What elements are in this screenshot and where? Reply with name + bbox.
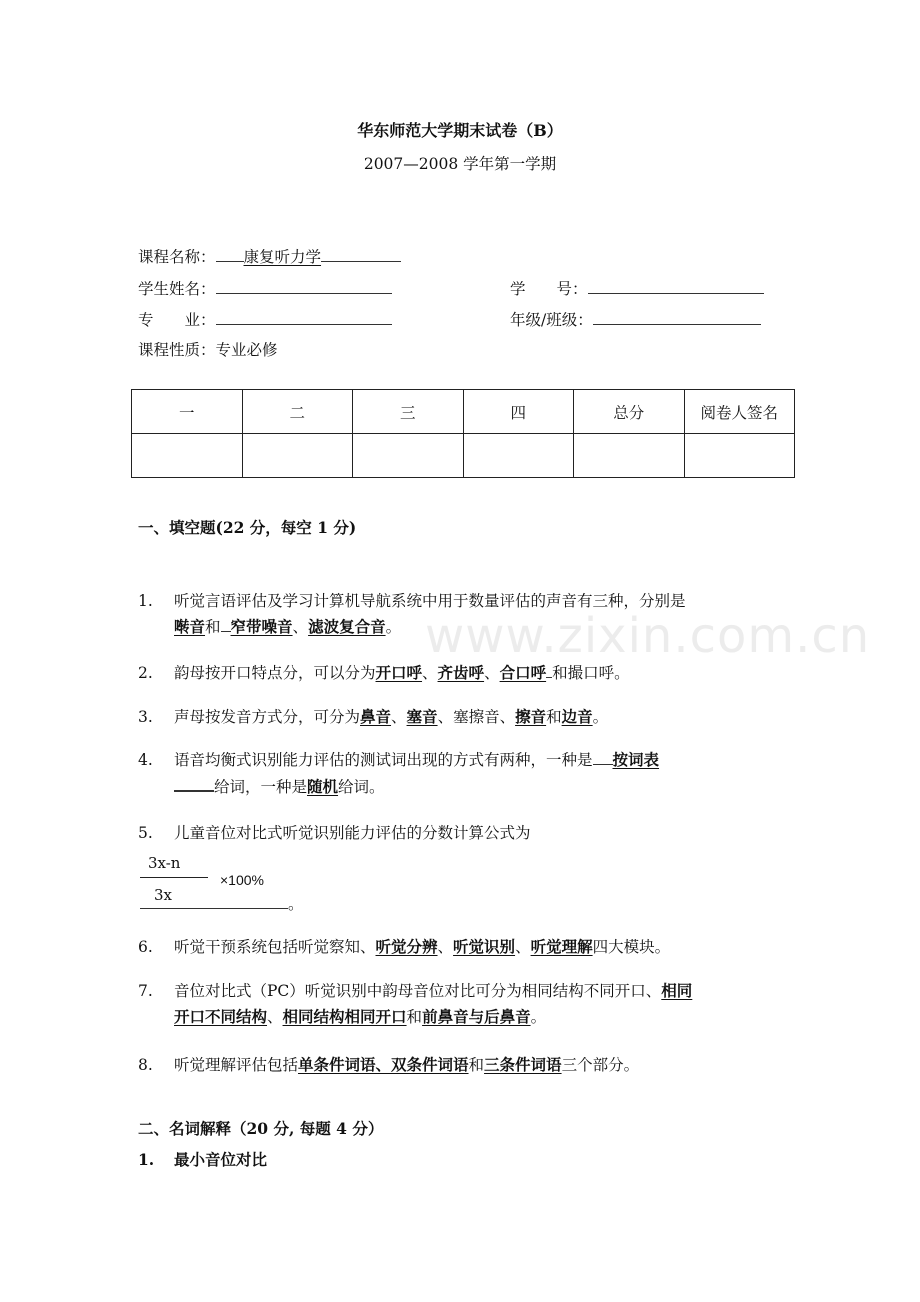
student-id-row [510,276,764,299]
course-row [138,244,401,267]
answer: 按词表 [612,750,660,769]
grade-row [510,307,761,330]
score-header-2: 二 [242,390,353,434]
score-table-values [132,434,795,478]
course-value: 康复听力学 [243,248,322,266]
question-text: 四大模块。 [592,938,671,956]
question-number: 2. [138,664,153,682]
question-number: 4. [138,751,153,769]
question-text: 、塞擦音、 [437,708,516,726]
score-table [131,389,795,478]
answer: 三条件词语 [484,1055,562,1074]
question-text: 。 [288,895,304,913]
question-2 [138,660,630,686]
question-4 [138,747,659,800]
course-blank-lead [216,244,244,262]
question-text: 听觉言语评估及学习计算机导航系统中用于数量评估的声音有三种，分别是 [174,592,686,610]
question-text: 、 [267,1008,283,1026]
question-5 [138,820,531,846]
student-name-label: 学生姓名： [138,280,216,298]
question-number: 1. [138,1150,155,1169]
answer: 啭音 [174,617,206,636]
question-text: 儿童音位对比式听觉识别能力评估的分数计算公式为 [174,824,531,842]
question-text: 和撮口呼。 [552,664,630,682]
question-text: 、 [437,938,454,956]
grade-label: 年级/班级： [510,311,593,329]
exam-term: 2007—2008 学年第一学期 [363,155,557,173]
score-header-1: 一 [132,390,243,434]
answer: 擦音 [515,707,547,726]
answer: 听觉理解 [530,937,593,956]
question-text: 、 [391,708,407,726]
question-text: 。 [385,618,402,636]
formula-underline [140,891,288,909]
question-text: 和 [546,708,562,726]
question-text: 、 [515,938,531,956]
student-id-label: 学 号： [510,280,588,298]
question-number: 8. [138,1056,153,1074]
answer: 前鼻音与后鼻音 [422,1007,531,1026]
answer: 塞音 [406,707,438,726]
question-text: 给词。 [338,778,385,796]
student-name-field[interactable] [216,276,392,294]
question-8 [138,1052,639,1078]
question-number: 5. [138,824,153,842]
answer: 听觉分辨 [375,937,438,956]
question-1 [138,588,686,640]
answer: 开口呼 [375,663,423,682]
answer: 滤波复合音 [308,617,386,636]
question-text: 听觉理解评估包括 [174,1056,299,1074]
formula-denominator: 3x [154,886,173,904]
score-header-4: 四 [463,390,574,434]
question-text: 语音均衡式识别能力评估的测试词出现的方式有两种，一种是 [174,751,593,769]
formula-line-row [140,891,304,914]
question-number: 1. [138,592,153,610]
question-3 [138,704,608,730]
question-text: 三个部分。 [561,1056,640,1074]
student-id-field[interactable] [588,276,764,294]
question-text: 、 [422,664,438,682]
score-cell-3[interactable] [353,434,464,478]
formula-multiplier: ×100% [220,872,264,888]
score-header-total: 总分 [574,390,685,434]
answer: 边音 [561,707,593,726]
section2-title: 二、名词解释（20 分, 每题 4 分） [138,1119,384,1138]
course-blank-tail [321,244,401,262]
major-row [138,307,392,330]
watermark: www.zixin.com.cn [425,608,871,664]
answer: 相同 [661,981,693,1000]
question-text: 音位对比式（PC）听觉识别中韵母音位对比可分为相同结构不同开口、 [174,982,662,1000]
answer: 合口呼 [499,663,547,682]
question-text: 。 [530,1008,547,1026]
answer: 单条件词语、双条件词语 [298,1055,469,1074]
score-cell-total[interactable] [574,434,685,478]
formula-numerator: 3x-n [148,854,181,872]
exam-title: 华东师范大学期末试卷（B） [357,121,563,140]
question-text: 和 [205,618,221,636]
course-nature-label: 课程性质： [138,341,216,359]
question-text: 、 [292,618,309,636]
major-field[interactable] [216,307,392,325]
section2-question-1 [138,1148,267,1170]
question-text: 和 [406,1008,423,1026]
question-text: 。 [592,708,609,726]
question-number: 6. [138,938,153,956]
score-cell-grader[interactable] [684,434,795,478]
answer: 齐齿呼 [437,663,485,682]
score-table-header [132,390,795,434]
answer: 随机 [307,777,339,796]
score-cell-1[interactable] [132,434,243,478]
question-number: 3. [138,708,153,726]
fraction-bar [140,877,208,878]
major-label: 专 业： [138,311,216,329]
question-7 [138,978,692,1030]
score-cell-2[interactable] [242,434,353,478]
question-text: 和 [468,1056,485,1074]
question-number: 7. [138,982,153,1000]
question-text: 韵母按开口特点分，可以分为 [174,664,376,682]
score-header-3: 三 [353,390,464,434]
section1-title: 一、填空题(22 分，每空 1 分) [138,518,357,537]
answer-blank [593,747,613,765]
answer-blank [174,773,214,792]
score-cell-4[interactable] [463,434,574,478]
score-header-grader: 阅卷人签名 [684,390,795,434]
question-text: 、 [484,664,500,682]
question-6 [138,934,670,960]
answer: 窄带噪音 [230,617,293,636]
answer: 开口不同结构 [174,1007,268,1026]
answer: 鼻音 [360,707,392,726]
course-nature-row [138,338,278,360]
question-text: 最小音位对比 [174,1150,268,1169]
answer: 相同结构相同开口 [282,1007,407,1026]
student-name-row [138,276,392,299]
question-text: 给词，一种是 [214,778,308,796]
answer: 听觉识别 [453,937,516,956]
grade-field[interactable] [593,307,761,325]
course-label: 课程名称： [138,248,216,266]
course-nature-value: 专业必修 [215,341,278,359]
question-text: 声母按发音方式分，可分为 [174,708,361,726]
answer-blank [221,614,231,632]
question-text: 听觉干预系统包括听觉察知、 [174,938,376,956]
